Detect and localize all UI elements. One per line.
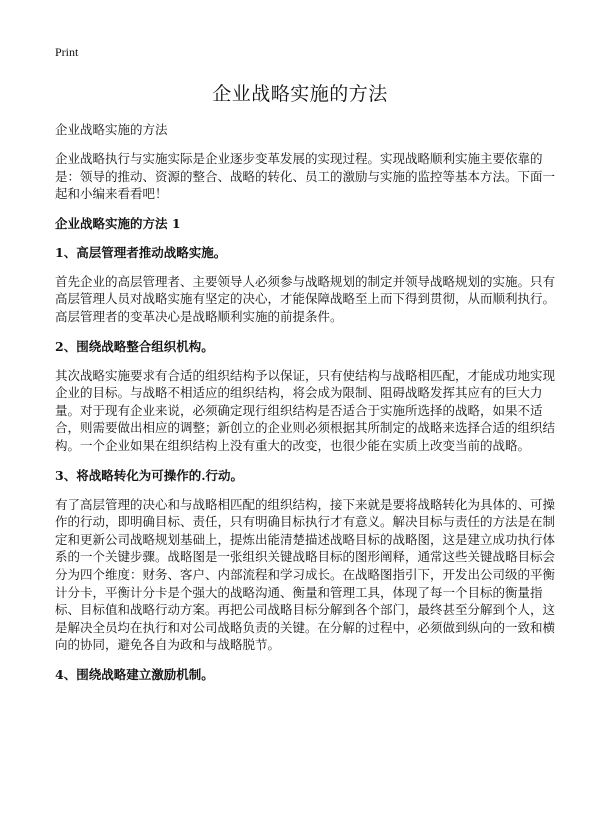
page-title: 企业战略实施的方法 [212, 83, 388, 105]
section-heading-4: 4、围绕战略建立激励机制。 [55, 666, 214, 682]
section-heading-3: 3、将战略转化为可操作的.行动。 [55, 467, 244, 483]
section-heading-1: 1、高层管理者推动战略实施。 [55, 244, 227, 260]
section-body-3: 有了高层管理的决心和与战略相匹配的组织结构，接下来就是要将战略转化为具体的、可操作的行动，即明确目标、责任，只有明确目标执行才有意义。解决目标与责任的方法是在制定和更新公司战略规划基础上，提炼出能清楚描述战略目标的战略图，这是建立成功执行体系的一个关键步骤。战略图是一张组织关键战略目标的图形阐释，通常这些关键战略目标会分为四个维度：财务、客户、内部流程和学习成长。在战略图指引下，开发出公司级的平衡计分卡，平衡计分卡是个强大的战略沟通、衡量和管理工具，体现了每一个目标的衡量指标、目标值和战略行动方案。再把公司战略目标分解到各个部门，最终甚至分解到个人，这是解决全员均在执行和对公司战略负责的关键。在分解的过程中，必须做到纵向的一致和横向的协同，避免各自为政和与战略脱节。 [55, 496, 556, 653]
section-heading-2: 2、围绕战略整合组织机构。 [55, 338, 214, 354]
section-body-2: 其次战略实施要求有合适的组织结构予以保证，只有使结构与战略相匹配，才能成功地实现企业的目标。与战略不相适应的组织结构，将会成为限制、阻碍战略发挥其应有的巨大力量。对于现有企业来说，必须确定现行组织结构是否适合于实施所选择的战略，如果不适合，则需要做出相应的调整；新创立的企业则必须根据其所制定的战略来选择合适的组织结构。一个企业如果在组织结构上没有重大的改变，也很少能在实质上改变当前的战略。 [55, 367, 556, 453]
article-body [55, 121, 556, 695]
method-heading: 企业战略实施的方法 1 [55, 215, 181, 231]
section-body-1: 首先企业的高层管理者、主要领导人必须参与战略规划的制定并领导战略规划的实施。只有高层管理人员对战略实施有坚定的决心，才能保障战略至上而下得到贯彻，从而顺利执行。高层管理者的变革决心是战略顺利实施的前提条件。 [55, 273, 556, 324]
article-subtitle: 企业战略实施的方法 [55, 122, 168, 137]
print-link[interactable]: Print [55, 45, 79, 59]
intro-paragraph: 企业战略执行与实施实际是企业逐步变革发展的实现过程。实现战略顺利实施主要依靠的是：领导的推动、资源的整合、战略的转化、员工的激励与实施的监控等基本方法。下面一起和小编来看看吧！ [55, 151, 556, 202]
